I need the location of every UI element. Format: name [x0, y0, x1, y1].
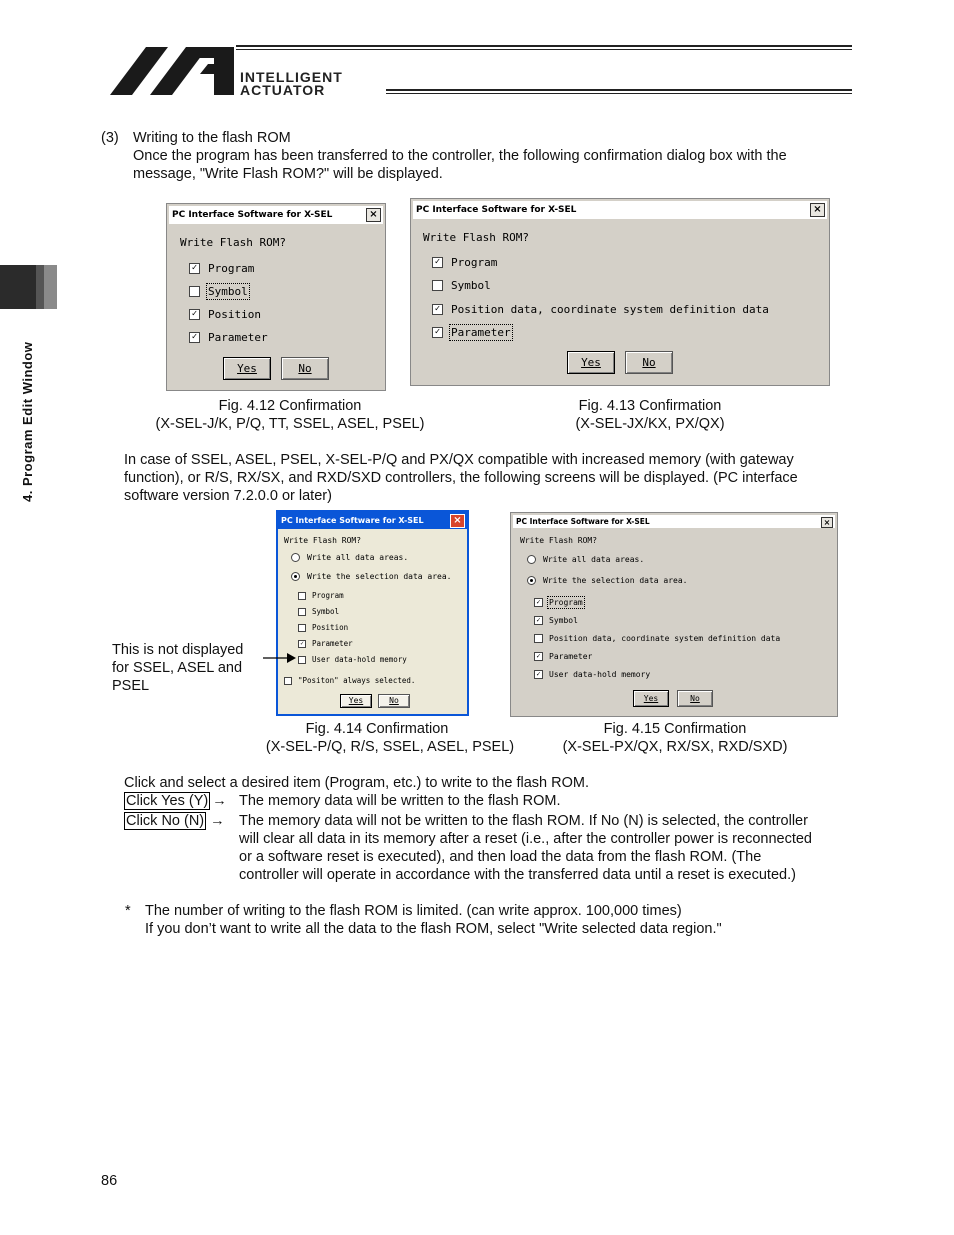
dialog-fig15 — [510, 512, 838, 717]
no-key-box: Click No (N) — [126, 813, 205, 829]
checkbox-label: Position data, coordinate system definition data — [451, 303, 769, 316]
header-rule-bottom2 — [386, 93, 852, 94]
checkbox-icon[interactable] — [298, 624, 306, 632]
no-button[interactable] — [378, 694, 410, 708]
checkbox-program[interactable] — [298, 591, 344, 600]
dialog-prompt — [423, 231, 529, 244]
radio-write-all[interactable] — [291, 553, 408, 562]
page-number: 86 — [101, 1173, 118, 1189]
radio-icon[interactable] — [527, 555, 536, 564]
yes-label: Yes — [643, 694, 659, 703]
dialog-prompt — [520, 536, 597, 545]
checkbox-icon[interactable]: ✓ — [189, 263, 200, 274]
fig12-caption1: Fig. 4.12 Confirmation — [218, 398, 362, 414]
checkbox-icon[interactable]: ✓ — [189, 332, 200, 343]
dialog-fig14 — [276, 510, 469, 716]
para2-line2: function), or R/S, RX/SX, and RXD/SXD controllers, the following screens will be displayed. (PC interface — [124, 470, 798, 486]
dialog-title-bar — [513, 515, 835, 528]
callout-line3: PSEL — [112, 678, 150, 694]
note-line1: The number of writing to the flash ROM is limited. (can write approx. 100,000 times) — [145, 903, 682, 919]
no-button[interactable] — [677, 690, 713, 707]
radio-write-selection[interactable] — [527, 576, 688, 585]
no-description-3: or a software reset is executed), and then load the data from the flash ROM. (The — [239, 849, 762, 865]
header-rule-top2 — [236, 49, 852, 50]
checkbox-icon[interactable]: ✓ — [534, 616, 543, 625]
checkbox-icon[interactable] — [189, 286, 200, 297]
dialog-fig12 — [166, 203, 386, 391]
checkbox-icon[interactable]: ✓ — [189, 309, 200, 320]
checkbox-icon[interactable] — [432, 280, 443, 291]
checkbox-icon[interactable] — [298, 592, 306, 600]
callout-line2: for SSEL, ASEL and — [112, 660, 243, 676]
brand-line2: ACTUATOR — [240, 82, 326, 98]
no-instruction — [124, 812, 225, 830]
dialog-title-bar — [278, 512, 467, 529]
radio-icon[interactable] — [527, 576, 536, 585]
checkbox-icon[interactable]: ✓ — [534, 652, 543, 661]
yes-button[interactable] — [633, 690, 669, 707]
checkbox-icon[interactable]: ✓ — [534, 670, 543, 679]
checkbox-label: Symbol — [208, 285, 248, 298]
ia-logo — [110, 46, 235, 96]
checkbox-program[interactable] — [189, 262, 254, 275]
dialog-title: PC Interface Software for X-SEL — [416, 205, 577, 215]
checkbox-label: Symbol — [549, 616, 578, 625]
dialog-title: PC Interface Software for X-SEL — [172, 210, 333, 220]
checkbox-user-data-hold[interactable] — [534, 670, 650, 679]
yes-button[interactable] — [223, 357, 271, 380]
dialog-title: PC Interface Software for X-SEL — [281, 516, 424, 525]
checkbox-label: Program — [549, 598, 583, 607]
note-line2: If you don’t want to write all the data to the flash ROM, select "Write selected data region." — [145, 921, 722, 937]
checkbox-parameter[interactable] — [432, 326, 511, 339]
fig13-caption1: Fig. 4.13 Confirmation — [578, 398, 722, 414]
radio-write-selection[interactable] — [291, 572, 452, 581]
checkbox-parameter[interactable] — [298, 639, 353, 648]
checkbox-icon[interactable]: ✓ — [432, 257, 443, 268]
close-icon[interactable]: × — [810, 203, 825, 217]
checkbox-program[interactable] — [534, 598, 583, 607]
no-label: No — [298, 362, 312, 375]
checkbox-label: Position — [312, 623, 349, 632]
checkbox-label: Program — [312, 591, 344, 600]
checkbox-position[interactable] — [298, 623, 348, 632]
checkbox-label: Parameter — [312, 639, 353, 648]
callout-line1: This is not displayed — [112, 642, 244, 658]
side-tab-label: 4. Program Edit Window — [20, 341, 35, 502]
yes-instruction — [124, 792, 227, 810]
checkbox-icon[interactable] — [298, 608, 306, 616]
radio-label: Write all data areas. — [543, 555, 645, 564]
section-number: (3) — [101, 130, 119, 146]
checkbox-symbol[interactable] — [432, 279, 491, 292]
checkbox-icon[interactable] — [298, 656, 306, 664]
radio-label: Write the selection data area. — [543, 576, 688, 585]
checkbox-program[interactable] — [432, 256, 497, 269]
radio-label: Write all data areas. — [307, 553, 409, 562]
prompt-text: Write Flash ROM? — [520, 536, 598, 545]
close-icon[interactable]: × — [821, 517, 833, 528]
header-rule-top — [236, 45, 852, 47]
yes-key-box: Click Yes (Y) — [126, 793, 209, 809]
yes-description: The memory data will be written to the flash ROM. — [239, 793, 561, 809]
checkbox-user-data-hold[interactable] — [298, 655, 407, 664]
checkbox-icon[interactable]: ✓ — [432, 304, 443, 315]
checkbox-label: Position — [208, 308, 261, 321]
no-label: No — [690, 694, 700, 703]
intro-line2: message, "Write Flash ROM?" will be displayed. — [133, 166, 443, 182]
yes-button[interactable] — [340, 694, 372, 708]
yes-label: Yes — [348, 696, 364, 705]
checkbox-label: Symbol — [451, 279, 491, 292]
checkbox-label: Parameter — [208, 331, 268, 344]
brand-line1: INTELLIGENT — [240, 69, 343, 85]
radio-label: Write the selection data area. — [307, 572, 452, 581]
no-label: No — [389, 696, 399, 705]
checkbox-position-data[interactable] — [534, 634, 780, 643]
note-star: * — [125, 903, 131, 919]
no-label: No — [642, 356, 656, 369]
dialog-prompt — [284, 536, 361, 545]
para2-line3: software version 7.2.0.0 or later) — [124, 488, 332, 504]
side-tab-block — [0, 265, 36, 309]
dialog-prompt — [180, 236, 286, 249]
close-icon[interactable]: × — [366, 208, 381, 222]
dialog-fig13 — [410, 198, 830, 386]
checkbox-label: Parameter — [549, 652, 593, 661]
arrow-icon: → — [210, 813, 225, 829]
prompt-text: Write Flash ROM? — [180, 236, 286, 249]
checkbox-label: "Positon" always selected. — [298, 676, 416, 685]
checkbox-icon[interactable]: ✓ — [298, 640, 306, 648]
no-description-4: controller will operate in accordance with the transferred data until a reset is executed.) — [239, 867, 796, 883]
callout-arrow-icon — [263, 652, 297, 664]
checkbox-label: Parameter — [451, 326, 511, 339]
yes-label: Yes — [237, 362, 257, 375]
checkbox-icon[interactable] — [534, 634, 543, 643]
checkbox-parameter[interactable] — [534, 652, 592, 661]
side-tab-stripe — [36, 265, 44, 309]
no-button[interactable] — [625, 351, 673, 374]
prompt-text: Write Flash ROM? — [284, 536, 362, 545]
checkbox-icon[interactable]: ✓ — [432, 327, 443, 338]
para2-line1: In case of SSEL, ASEL, PSEL, X-SEL-P/Q and PX/QX compatible with increased memory (with gateway — [124, 452, 794, 468]
checkbox-symbol[interactable] — [298, 607, 339, 616]
intro-line1: Once the program has been transferred to the controller, the following confirmation dialog box with the — [133, 148, 787, 164]
arrow-icon: → — [212, 793, 227, 809]
checkbox-icon[interactable]: ✓ — [534, 598, 543, 607]
fig13-caption2: (X-SEL-JX/KX, PX/QX) — [575, 416, 725, 432]
checkbox-label: Program — [208, 262, 255, 275]
radio-icon[interactable] — [291, 572, 300, 581]
header-rule-bottom — [386, 89, 852, 91]
yes-button[interactable] — [567, 351, 615, 374]
instruction-line1: Click and select a desired item (Program, etc.) to write to the flash ROM. — [124, 775, 589, 791]
prompt-text: Write Flash ROM? — [423, 231, 529, 244]
checkbox-symbol[interactable] — [189, 285, 248, 298]
checkbox-symbol[interactable] — [534, 616, 578, 625]
section-title: Writing to the flash ROM — [133, 130, 291, 146]
close-icon[interactable]: × — [450, 514, 465, 528]
checkbox-icon[interactable] — [284, 677, 292, 685]
no-button[interactable] — [281, 357, 329, 380]
checkbox-label: Position data, coordinate system definition data — [549, 634, 781, 643]
checkbox-position-always[interactable] — [284, 676, 415, 685]
checkbox-label: Program — [451, 256, 498, 269]
checkbox-label: User data-hold memory — [312, 655, 407, 664]
checkbox-label: Symbol — [312, 607, 340, 616]
dialog-title-bar — [413, 201, 827, 219]
fig12-caption2: (X-SEL-J/K, P/Q, TT, SSEL, ASEL, PSEL) — [155, 416, 425, 432]
no-description-2: will clear all data in its memory after a reset (i.e., after the controller power is reconnected — [239, 831, 812, 847]
checkbox-parameter[interactable] — [189, 331, 268, 344]
fig14-caption1: Fig. 4.14 Confirmation — [305, 721, 449, 737]
side-tab-stripe2 — [44, 265, 57, 309]
no-description-1: The memory data will not be written to the flash ROM. If No (N) is selected, the controller — [239, 813, 808, 829]
radio-write-all[interactable] — [527, 555, 644, 564]
dialog-title: PC Interface Software for X-SEL — [516, 517, 650, 526]
dialog-title-bar — [169, 206, 383, 224]
yes-label: Yes — [581, 356, 601, 369]
fig14-caption2: (X-SEL-P/Q, R/S, SSEL, ASEL, PSEL) — [265, 739, 515, 755]
checkbox-label: User data-hold memory — [549, 670, 651, 679]
checkbox-position[interactable] — [189, 308, 261, 321]
fig15-caption1: Fig. 4.15 Confirmation — [603, 721, 747, 737]
radio-icon[interactable] — [291, 553, 300, 562]
fig15-caption2: (X-SEL-PX/QX, RX/SX, RXD/SXD) — [562, 739, 788, 755]
checkbox-position-data[interactable] — [432, 303, 769, 316]
